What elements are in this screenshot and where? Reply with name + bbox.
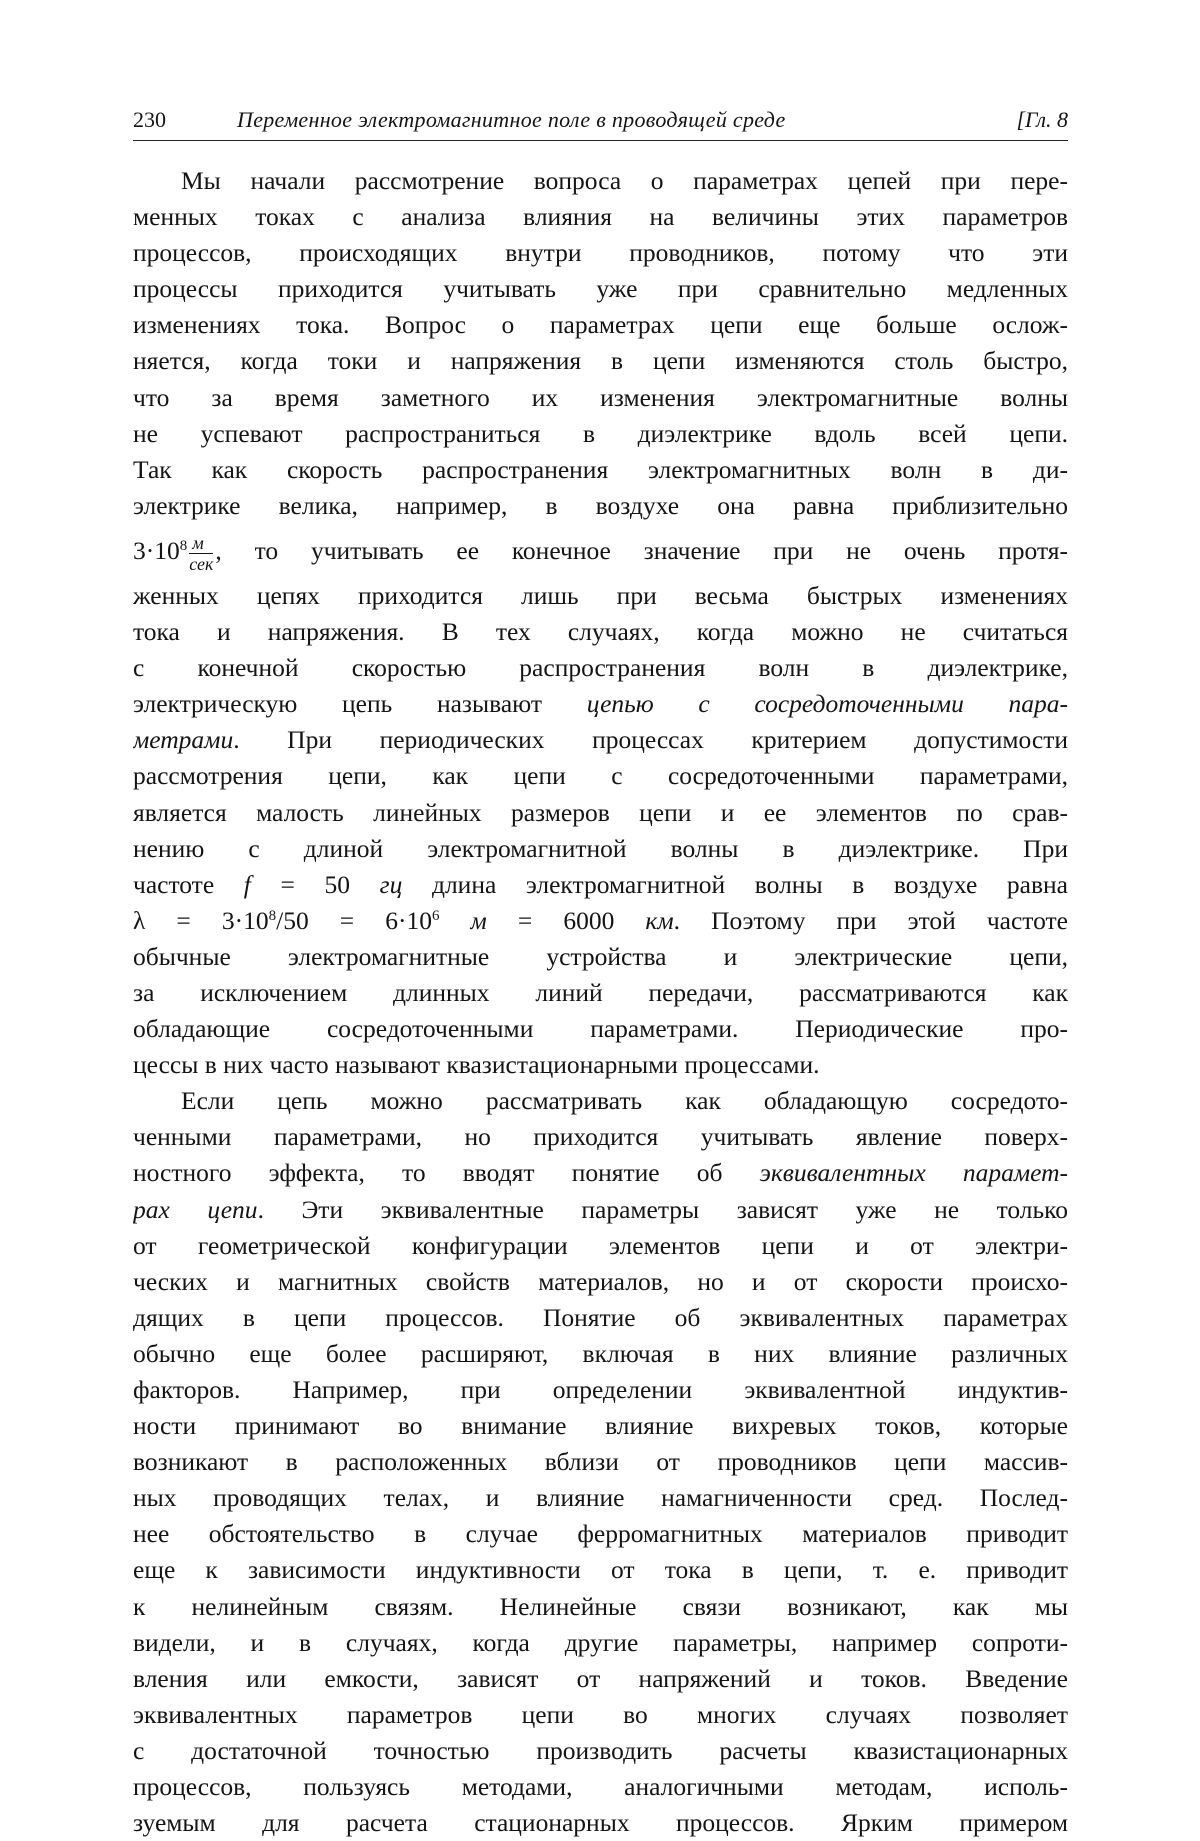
text-line: обычно еще более расширяют, включая в них влияние различных <box>133 1338 1068 1368</box>
unit-hz: гц <box>379 869 403 899</box>
text-line: тока и напряжения. В тех случаях, когда можно не считаться <box>133 617 1068 647</box>
text-line: менных токах с анализа влияния на величины этих параметров <box>133 202 1068 232</box>
text-line: нее обстоятельство в случае ферромагнитных материалов приводит <box>133 1519 1068 1549</box>
variable-f: f <box>243 869 251 899</box>
fraction-denominator: сек <box>189 553 214 574</box>
text-line: эквивалентных параметров цепи во многих случаях позволяет <box>133 1699 1068 1729</box>
speed-value: 3·10 <box>133 535 180 565</box>
text-line <box>133 867 1068 903</box>
text-line: процессов, пользуясь методами, аналогичными методам, исполь- <box>133 1772 1068 1802</box>
text-line: ченными параметрами, но приходится учитывать явление поверх- <box>133 1122 1068 1152</box>
unit-fraction <box>189 533 213 574</box>
wavelength-formula: λ = 3·10 <box>133 905 269 935</box>
running-head <box>133 100 1068 141</box>
text-line: видели, и в случаях, когда другие параметры, например сопроти- <box>133 1627 1068 1657</box>
text-line: дящих в цепи процессов. Понятие об эквивалентных параметрах <box>133 1302 1068 1332</box>
text-fragment: частоте <box>133 869 244 899</box>
text-line-with-formula <box>133 524 1068 578</box>
text-fragment: ностного эффекта, то вводят понятие об <box>133 1158 760 1188</box>
text-fragment: . Поэтому при этой частоте <box>673 905 1068 935</box>
book-page <box>133 100 1068 1841</box>
text-line: от геометрической конфигурации элементов цепи и от электри- <box>133 1230 1068 1260</box>
text-fragment: /50 = 6·10 <box>276 905 432 935</box>
text-line: рассмотрения цепи, как цепи с сосредоточенными параметрами, <box>133 761 1068 791</box>
text-line: зуемым для расчета стационарных процессов. Ярким примером <box>133 1808 1068 1838</box>
text-line: ности принимают во внимание влияние вихревых токов, которые <box>133 1411 1068 1441</box>
exponent: 8 <box>268 907 277 924</box>
text-line <box>133 722 1068 758</box>
text-fragment: . Эти эквивалентные параметры зависят уже не только <box>257 1194 1068 1224</box>
text-line: изменениях тока. Вопрос о параметрах цепи еще больше ослож- <box>133 310 1068 340</box>
text-line: нению с длиной электромагнитной волны в диэлектрике. При <box>133 833 1068 863</box>
chapter-reference: [Гл. 8 <box>1016 107 1068 132</box>
text-line: Мы начали рассмотрение вопроса о параметрах цепей при пере- <box>181 166 1068 195</box>
text-line: процессов, происходящих внутри проводников, потому что эти <box>133 238 1068 268</box>
text-line: является малость линейных размеров цепи и ее элементов по срав- <box>133 797 1068 827</box>
text-fragment: = 6000 <box>486 905 646 935</box>
running-title: Переменное электромагнитное поле в проводящей среде <box>237 107 786 132</box>
text-line: вления или емкости, зависят от напряжений и токов. Введение <box>133 1663 1068 1693</box>
text-line: няется, когда токи и напряжения в цепи изменяются столь быстро, <box>133 346 1068 376</box>
exponent: 6 <box>431 907 440 924</box>
text-line: цессы в них часто называют квазистационарными процессами. <box>133 1050 820 1080</box>
body-text <box>133 163 1068 1841</box>
text-fragment: , то учитывать ее конечное значение при не очень протя- <box>215 535 1068 565</box>
text-line <box>133 1192 1068 1228</box>
fraction-numerator: м <box>189 533 213 554</box>
text-line: факторов. Например, при определении эквивалентной индуктив- <box>133 1375 1068 1404</box>
text-line: ческих и магнитных свойств материалов, но и от скорости происхо- <box>133 1266 1068 1296</box>
text-line: электрике велика, например, в воздухе она равна приблизительно <box>133 490 1068 520</box>
text-line: обладающие сосредоточенными параметрами. Периодические про- <box>133 1014 1068 1044</box>
text-line: к нелинейным связям. Нелинейные связи возникают, как мы <box>133 1591 1068 1621</box>
page-number: 230 <box>133 107 166 132</box>
text-line <box>133 1155 1068 1191</box>
text-line <box>133 686 1068 722</box>
term-italic: метрами <box>133 725 234 755</box>
term-italic: эквивалентных парамет- <box>759 1158 1068 1188</box>
text-line: возникают в расположенных вблизи от проводников цепи массив- <box>133 1447 1068 1477</box>
text-fragment: электрическую цепь называют <box>133 689 587 719</box>
text-fragment: длина электромагнитной волны в воздухе равна <box>402 869 1068 899</box>
text-line: женных цепях приходится лишь при весьма быстрых изменениях <box>133 580 1068 610</box>
text-line: с конечной скоростью распространения волн в диэлектрике, <box>133 653 1068 683</box>
text-line: Так как скорость распространения электромагнитных волн в ди- <box>133 454 1068 484</box>
text-line: Если цепь можно рассматривать как обладающую сосредото- <box>181 1086 1068 1116</box>
term-italic: рах цепи <box>133 1194 258 1224</box>
text-line: не успевают распространиться в диэлектрике вдоль всей цепи. <box>133 418 1068 448</box>
unit-m: м <box>470 905 487 935</box>
text-line: еще к зависимости индуктивности от тока в цепи, т. е. приводит <box>133 1555 1068 1585</box>
text-line: обычные электромагнитные устройства и электрические цепи, <box>133 941 1068 971</box>
text-fragment: . При периодических процессах критерием допустимости <box>233 725 1068 755</box>
text-line-with-formula <box>133 903 1068 939</box>
text-line: что за время заметного их изменения электромагнитные волны <box>133 382 1068 412</box>
text-line: ных проводящих телах, и влияние намагниченности сред. Послед- <box>133 1483 1068 1513</box>
speed-exponent: 8 <box>179 537 188 554</box>
unit-km: км <box>645 905 674 935</box>
text-line: с достаточной точностью производить расчеты квазистационарных <box>133 1735 1068 1765</box>
text-line: за исключением длинных линий передачи, рассматриваются как <box>133 977 1068 1007</box>
text-fragment: = 50 <box>250 869 380 899</box>
term-italic: цепью с сосредоточенными пара- <box>586 689 1068 719</box>
text-line: процессы приходится учитывать уже при сравнительно медленных <box>133 274 1068 304</box>
